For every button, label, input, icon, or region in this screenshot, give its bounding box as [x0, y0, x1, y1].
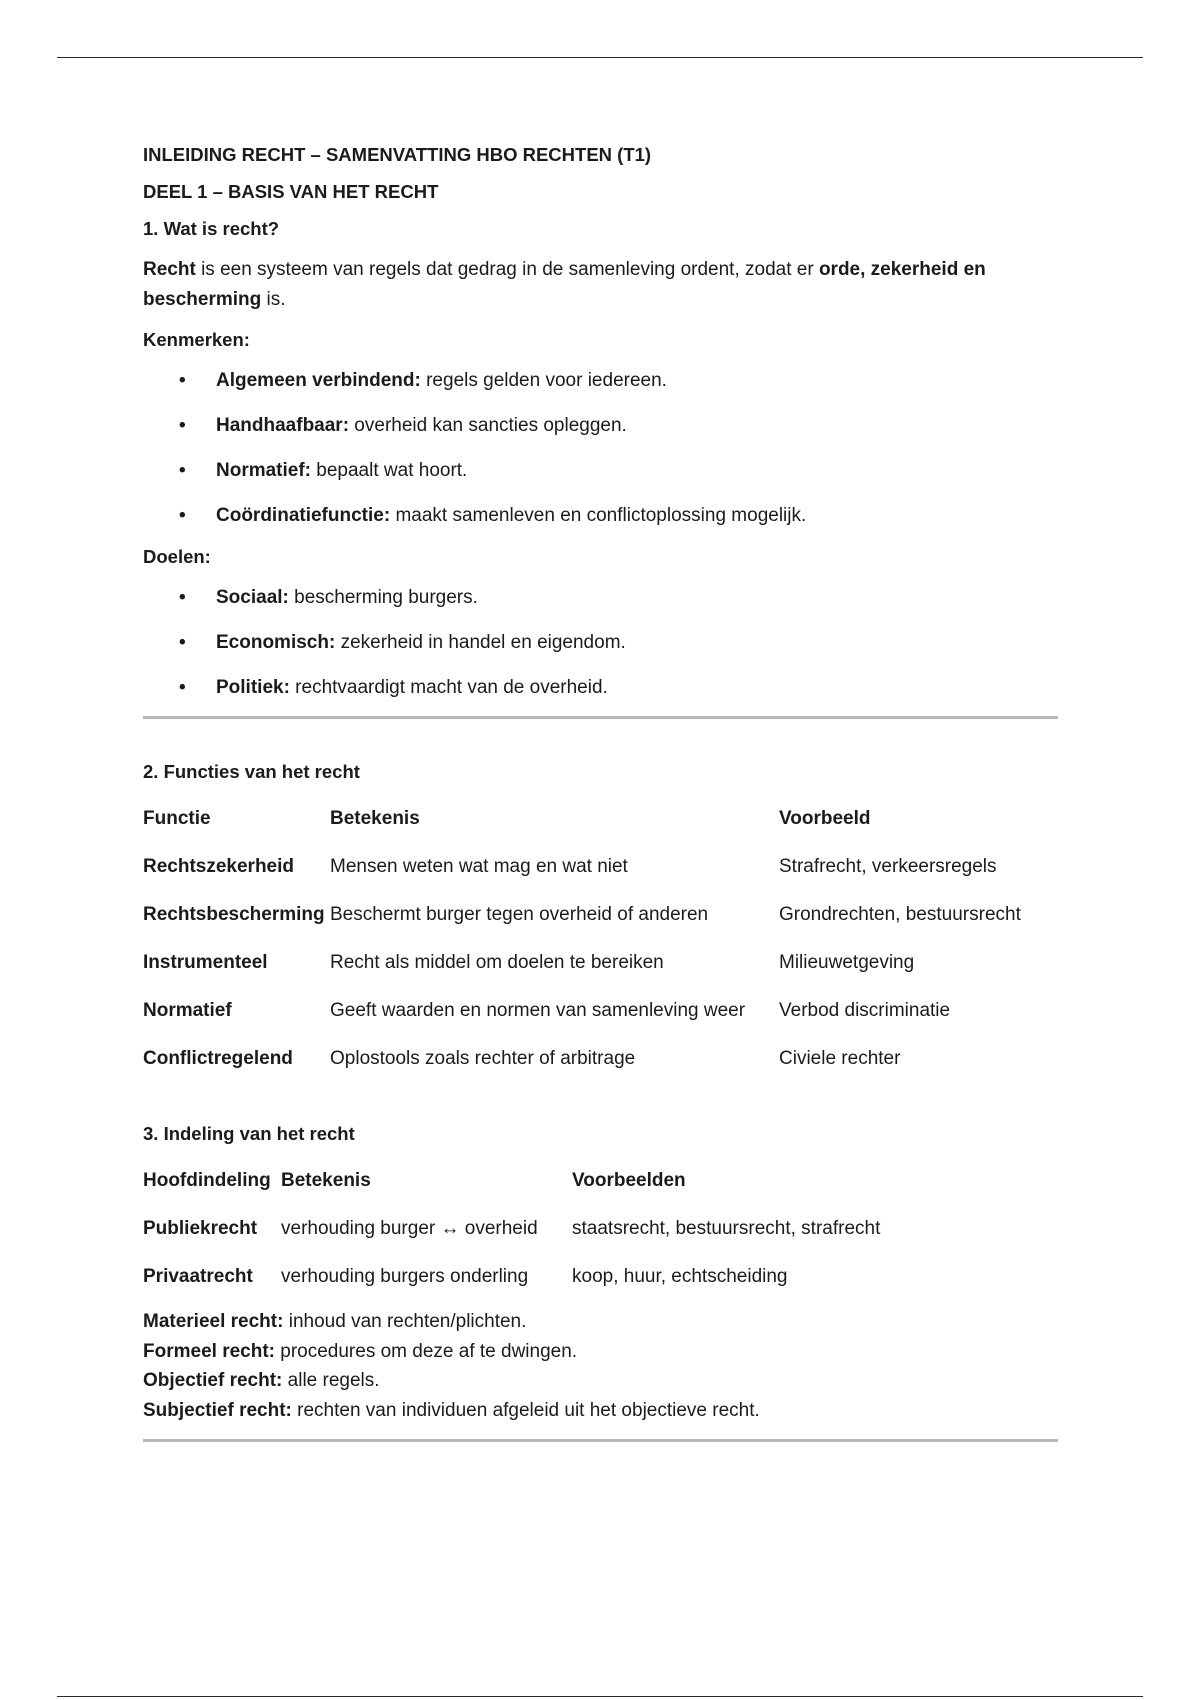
definition-line	[143, 1366, 1058, 1396]
doelen-list	[143, 583, 1058, 703]
table-cell: Civiele rechter	[779, 1048, 901, 1069]
bullet-icon: •	[179, 632, 186, 653]
table-row	[143, 939, 1058, 987]
definition-term: Formeel recht:	[143, 1340, 275, 1362]
list-item	[143, 628, 1058, 658]
table-cell: Publiekrecht	[143, 1218, 258, 1239]
table-cell: Conflictregelend	[143, 1048, 293, 1069]
item-text: rechtvaardigt macht van de overheid.	[289, 677, 608, 698]
list-item	[143, 456, 1058, 486]
table-cell: Geeft waarden en normen van samenleving weer	[330, 1000, 746, 1021]
bullet-icon: •	[179, 415, 186, 436]
column-header: Voorbeelden	[572, 1170, 686, 1191]
table-row	[143, 891, 1058, 939]
list-item	[143, 411, 1058, 441]
definition-text: procedures om deze af te dwingen.	[274, 1340, 578, 1362]
intro-text-2: is.	[261, 289, 286, 310]
kenmerken-list	[143, 366, 1058, 531]
column-header: Functie	[143, 808, 211, 829]
item-text: maakt samenleven en conflictoplossing mogelijk.	[390, 505, 807, 526]
definition-text: alle regels.	[282, 1370, 380, 1391]
functies-table	[143, 795, 1058, 1083]
list-item	[143, 583, 1058, 613]
item-term: Coördinatiefunctie:	[216, 505, 391, 526]
table-row	[143, 1253, 912, 1301]
definition-line	[143, 1396, 1058, 1426]
item-term: Handhaafbaar:	[216, 415, 350, 436]
table-cell: Milieuwetgeving	[779, 952, 915, 973]
bullet-icon: •	[179, 677, 186, 698]
item-text: regels gelden voor iedereen.	[420, 370, 667, 391]
table-header-row	[143, 1157, 912, 1205]
table-cell: Oplostools zoals rechter of arbitrage	[330, 1048, 636, 1069]
bullet-icon: •	[179, 505, 186, 526]
item-text: bescherming burgers.	[288, 587, 478, 608]
footer-rule	[57, 1696, 1143, 1697]
intro-text-1: is een systeem van regels dat gedrag in de samenleving ordent, zodat er	[195, 259, 819, 280]
part-heading: DEEL 1 – BASIS VAN HET RECHT	[143, 181, 439, 202]
table-row	[143, 1035, 1058, 1083]
list-item	[143, 366, 1058, 396]
column-header: Hoofdindeling	[143, 1170, 271, 1191]
bullet-icon: •	[179, 587, 186, 608]
item-term: Sociaal:	[216, 587, 289, 608]
section-divider	[143, 716, 1058, 719]
list-item	[143, 673, 1058, 703]
document-title: INLEIDING RECHT – SAMENVATTING HBO RECHTEN (T1)	[143, 144, 652, 165]
column-header: Voorbeeld	[779, 808, 871, 829]
definition-line	[143, 1307, 1058, 1337]
bullet-icon: •	[179, 460, 186, 481]
definitions	[143, 1307, 1058, 1425]
definition-text: rechten van individuen afgeleid uit het objectieve recht.	[291, 1399, 760, 1421]
table-header-row	[143, 795, 1058, 843]
table-cell: Rechtszekerheid	[143, 856, 295, 877]
column-header: Betekenis	[281, 1170, 371, 1191]
item-text: zekerheid in handel en eigendom.	[335, 632, 626, 653]
table-cell: Recht als middel om doelen te bereiken	[330, 952, 664, 973]
list-item	[143, 501, 1058, 531]
section-1-intro	[143, 255, 1058, 315]
section-3-heading: 3. Indeling van het recht	[143, 1123, 355, 1144]
table-cell: Strafrecht, verkeersregels	[779, 856, 997, 877]
item-text: overheid kan sancties opleggen.	[349, 415, 627, 436]
definition-line	[143, 1337, 1058, 1367]
section-2-heading: 2. Functies van het recht	[143, 761, 360, 782]
table-cell: staatsrecht, bestuursrecht, strafrecht	[572, 1218, 881, 1239]
bullet-icon: •	[179, 370, 186, 391]
section-1-heading: 1. Wat is recht?	[143, 218, 280, 239]
definition-term: Subjectief recht:	[143, 1399, 292, 1421]
section-divider	[143, 1439, 1058, 1442]
intro-term: Recht	[143, 259, 196, 280]
table-cell: Instrumenteel	[143, 952, 268, 973]
table-cell: koop, huur, echtscheiding	[572, 1266, 788, 1287]
kenmerken-label: Kenmerken:	[143, 329, 250, 350]
table-cell: Beschermt burger tegen overheid of anderen	[330, 904, 709, 925]
item-term: Normatief:	[216, 460, 312, 481]
item-term: Politiek:	[216, 677, 290, 698]
indeling-table	[143, 1157, 912, 1301]
table-cell: Privaatrecht	[143, 1266, 253, 1287]
definition-term: Materieel recht:	[143, 1311, 284, 1332]
item-text: bepaalt wat hoort.	[311, 460, 468, 481]
table-cell: verhouding burgers onderling	[281, 1266, 529, 1287]
definition-text: inhoud van rechten/plichten.	[283, 1311, 527, 1332]
item-term: Algemeen verbindend:	[216, 370, 421, 391]
item-term: Economisch:	[216, 632, 336, 653]
table-row	[143, 843, 1058, 891]
table-row	[143, 987, 1058, 1035]
column-header: Betekenis	[330, 808, 420, 829]
document-body	[143, 144, 1058, 1484]
table-cell: Grondrechten, bestuursrecht	[779, 904, 1021, 925]
table-row	[143, 1205, 912, 1253]
intro-emphasis: orde, zekerheid en bescherming	[143, 259, 986, 310]
table-cell: verhouding burger ↔ overheid	[281, 1218, 538, 1239]
table-cell: Rechtsbescherming	[143, 904, 325, 925]
table-cell: Normatief	[143, 1000, 232, 1021]
header-rule	[57, 57, 1143, 58]
doelen-label: Doelen:	[143, 546, 211, 567]
table-cell: Verbod discriminatie	[779, 1000, 951, 1021]
table-cell: Mensen weten wat mag en wat niet	[330, 856, 628, 877]
definition-term: Objectief recht:	[143, 1370, 283, 1391]
